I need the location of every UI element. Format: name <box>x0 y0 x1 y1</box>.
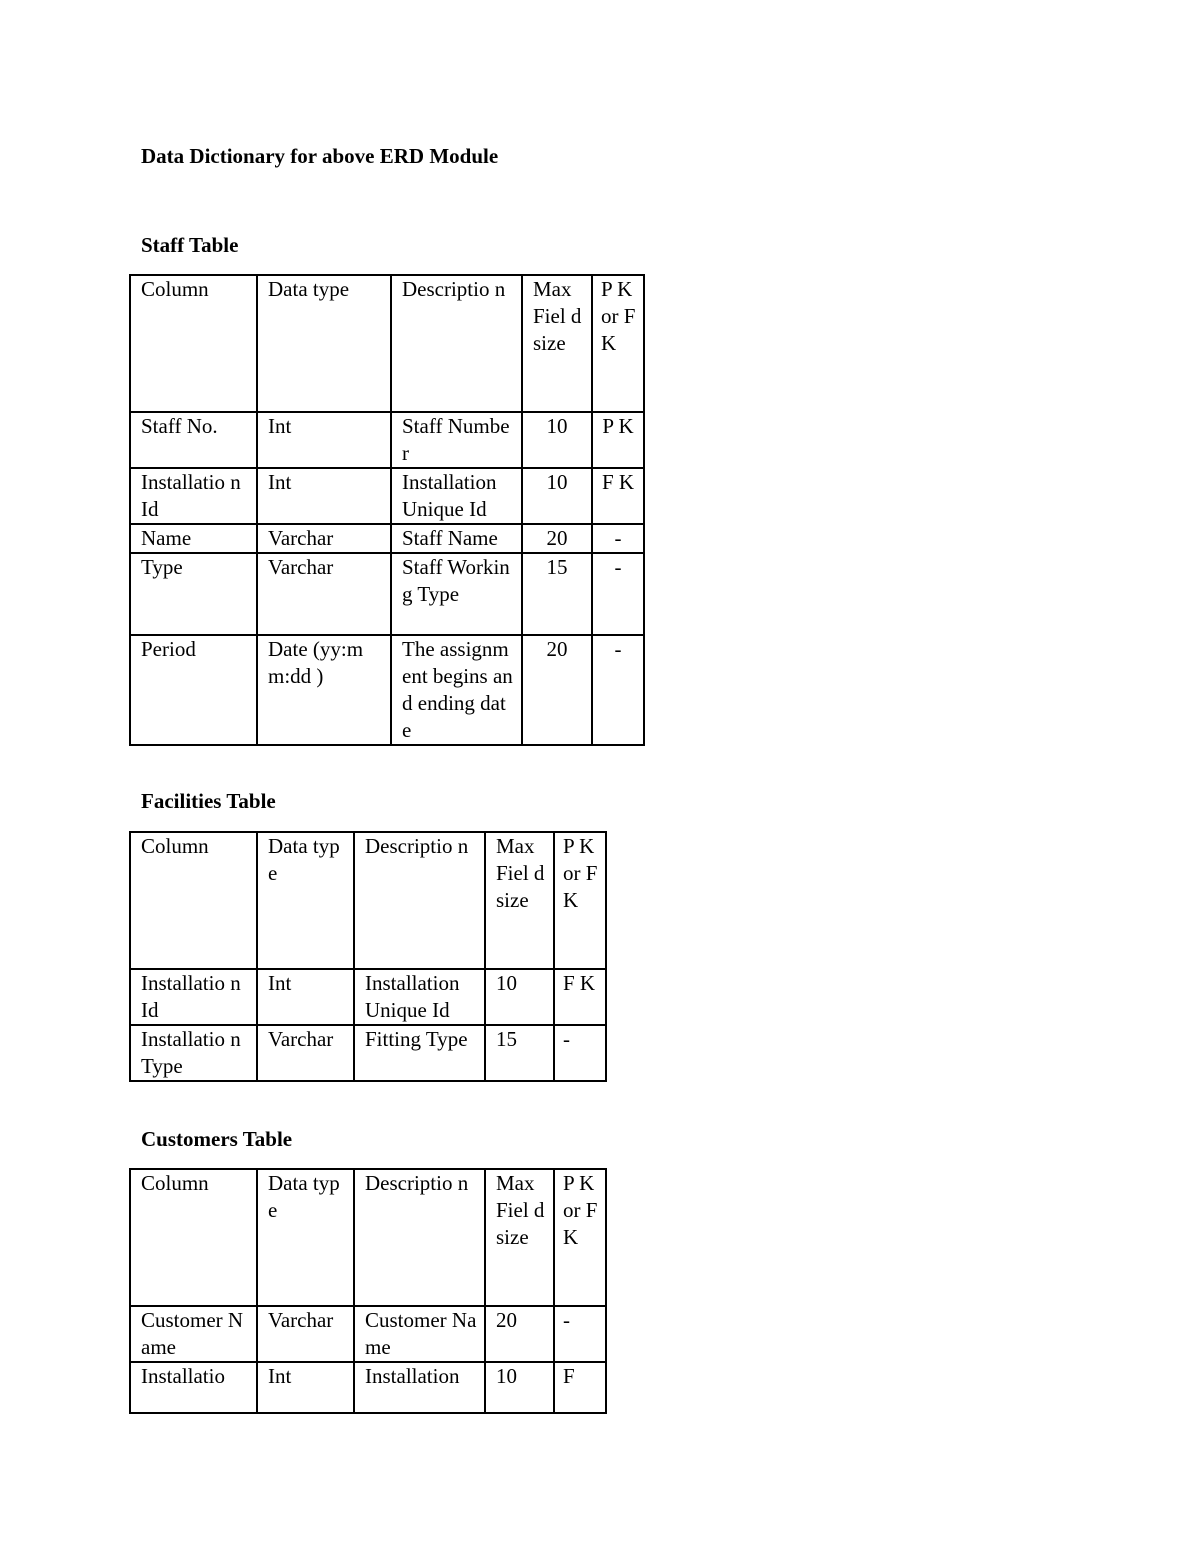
header-cell: Max Fiel d size <box>522 275 592 412</box>
table-header-row <box>130 1169 606 1306</box>
staff-table-heading: Staff Table <box>141 233 239 257</box>
staff-table <box>129 274 645 746</box>
table-row <box>130 1306 606 1362</box>
header-cell: Descriptio n <box>391 275 522 412</box>
table-cell: F <box>554 1362 606 1413</box>
table-cell: 15 <box>485 1025 554 1081</box>
header-cell: Column <box>130 275 257 412</box>
table-cell: Customer Name <box>354 1306 485 1362</box>
document-title: Data Dictionary for above ERD Module <box>141 144 499 168</box>
table-cell: Int <box>257 412 391 468</box>
table-cell: Staff Name <box>391 524 522 553</box>
table-cell: - <box>554 1306 606 1362</box>
table-cell: P K <box>592 412 644 468</box>
table-cell: Type <box>130 553 257 635</box>
table-row <box>130 468 644 524</box>
table-cell: 10 <box>485 969 554 1025</box>
header-cell: Data type <box>257 1169 354 1306</box>
table-cell: Int <box>257 969 354 1025</box>
table-cell: 10 <box>522 468 592 524</box>
table-row <box>130 553 644 635</box>
table-row <box>130 635 644 745</box>
table-row <box>130 1025 606 1081</box>
table-cell: 15 <box>522 553 592 635</box>
table-cell: Staff Working Type <box>391 553 522 635</box>
table-cell: 10 <box>522 412 592 468</box>
table-cell: - <box>554 1025 606 1081</box>
table-cell: Varchar <box>257 1025 354 1081</box>
header-cell: Data type <box>257 832 354 969</box>
table-row <box>130 524 644 553</box>
table-cell: Staff Number <box>391 412 522 468</box>
header-cell: Data type <box>257 275 391 412</box>
table-cell: Installation Unique Id <box>354 969 485 1025</box>
table-row <box>130 969 606 1025</box>
table-cell: Installation <box>354 1362 485 1413</box>
header-cell: Descriptio n <box>354 832 485 969</box>
table-cell: - <box>592 635 644 745</box>
table-cell: Installatio n Type <box>130 1025 257 1081</box>
table-cell: Installation Unique Id <box>391 468 522 524</box>
table-cell: 20 <box>522 524 592 553</box>
table-cell: Varchar <box>257 553 391 635</box>
table-cell: Period <box>130 635 257 745</box>
table-cell: F K <box>554 969 606 1025</box>
table-cell: Name <box>130 524 257 553</box>
header-cell: Column <box>130 1169 257 1306</box>
table-cell: The assignment begins and ending date <box>391 635 522 745</box>
table-cell: Varchar <box>257 1306 354 1362</box>
table-cell: Fitting Type <box>354 1025 485 1081</box>
header-cell: P K or F K <box>554 832 606 969</box>
header-cell: P K or F K <box>554 1169 606 1306</box>
table-cell: - <box>592 524 644 553</box>
table-header-row <box>130 832 606 969</box>
table-cell: Customer Name <box>130 1306 257 1362</box>
customers-table-heading: Customers Table <box>141 1127 293 1151</box>
table-row <box>130 412 644 468</box>
header-cell: Max Fiel d size <box>485 1169 554 1306</box>
header-cell: Column <box>130 832 257 969</box>
table-cell: Int <box>257 1362 354 1413</box>
table-cell: Staff No. <box>130 412 257 468</box>
table-cell: F K <box>592 468 644 524</box>
header-cell: P K or F K <box>592 275 644 412</box>
table-row <box>130 1362 606 1413</box>
header-cell: Max Fiel d size <box>485 832 554 969</box>
table-cell: 20 <box>485 1306 554 1362</box>
table-cell: Date (yy:mm:dd ) <box>257 635 391 745</box>
table-header-row <box>130 275 644 412</box>
table-cell: Installatio n Id <box>130 969 257 1025</box>
table-cell: Installatio n Id <box>130 468 257 524</box>
facilities-table-heading: Facilities Table <box>141 789 276 813</box>
table-cell: - <box>592 553 644 635</box>
table-cell: Installatio <box>130 1362 257 1413</box>
customers-table <box>129 1168 607 1414</box>
table-cell: 10 <box>485 1362 554 1413</box>
table-cell: Int <box>257 468 391 524</box>
facilities-table <box>129 831 607 1082</box>
table-cell: 20 <box>522 635 592 745</box>
header-cell: Descriptio n <box>354 1169 485 1306</box>
table-cell: Varchar <box>257 524 391 553</box>
